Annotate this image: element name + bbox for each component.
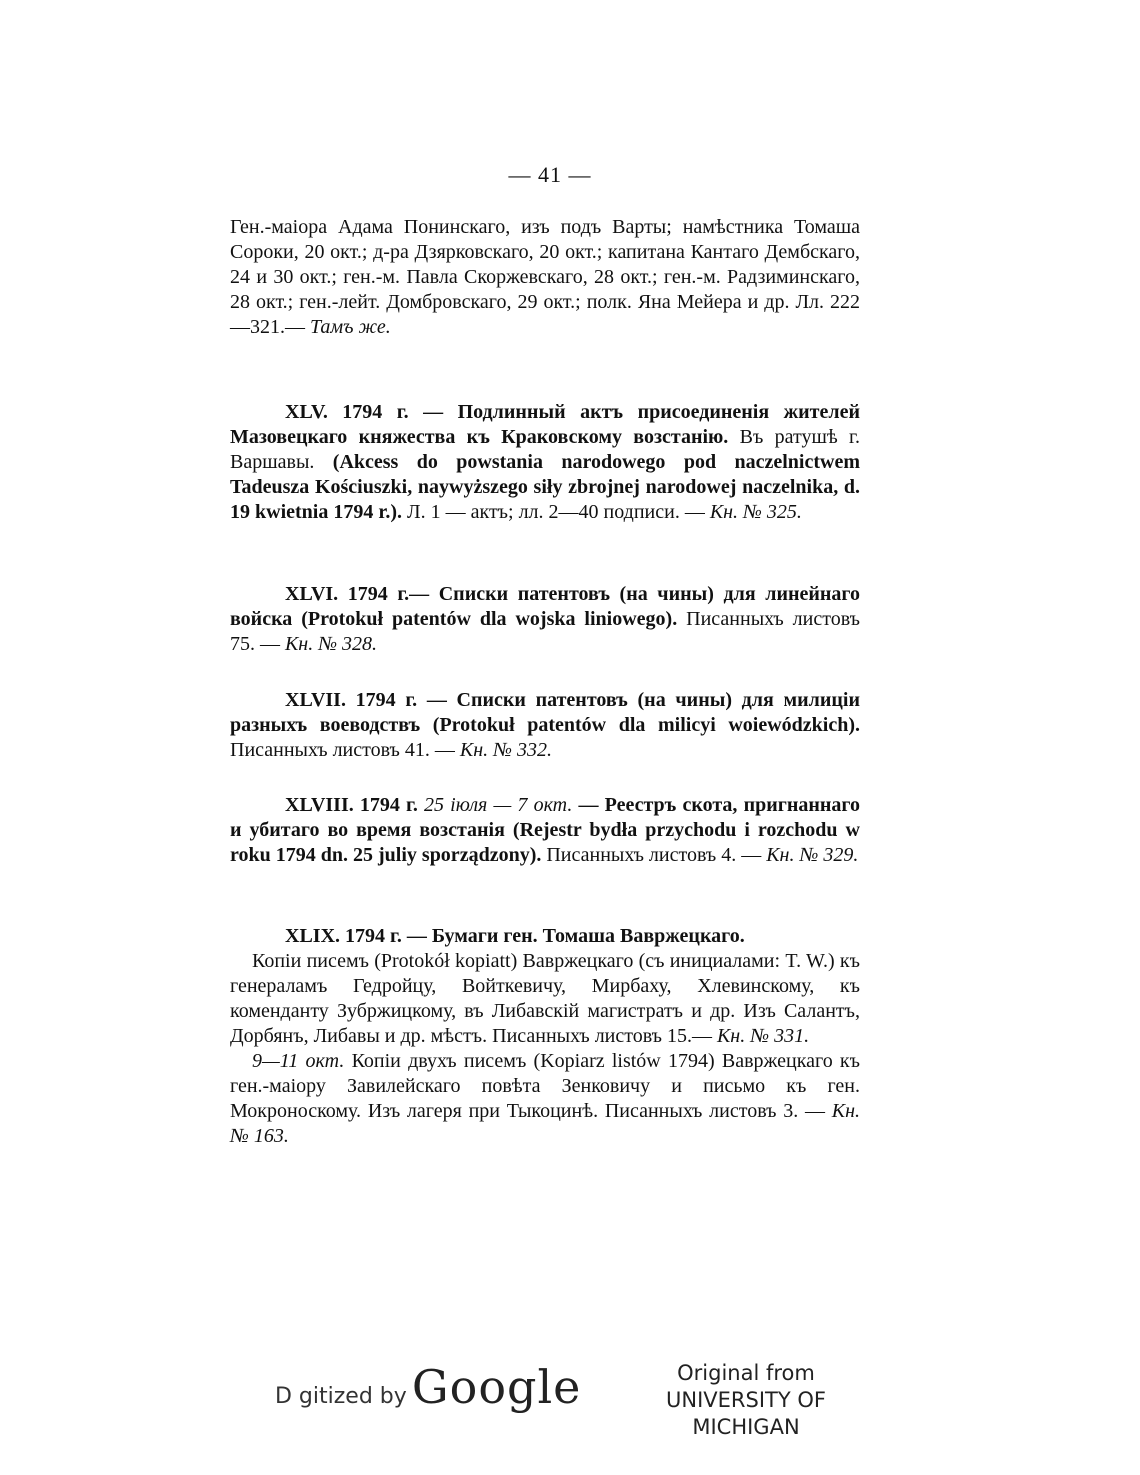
entry-xlviii — [230, 793, 860, 868]
entry-ref: Кн. № 325. — [709, 501, 802, 523]
entry-heading-cont: — Реестръ скота, пригнаннаго и убитаго во время возстанія (Rejestr bydła przychodu i rozchodu w roku 1794 dn. 25 juliy sporządzony). — [230, 794, 860, 866]
entry-date: 25 іюля — 7 окт. — [417, 794, 579, 816]
entry-heading: XLVII. 1794 г. — Списки патентовъ (на чины) для милиціи разныхъ воеводствъ (Protokuł patentów dla milicyi woiewódzkich). — [230, 689, 860, 736]
intro-ref: Тамъ же. — [310, 316, 391, 338]
entry-xlix — [230, 924, 860, 1149]
intro-text: Ген.-маiора Адама Понинскаго, изъ подъ Варты; намѣстника Томаша Сороки, 20 окт.; д-ра Дзярковскаго, 20 окт.; капитана Кантаго Дембскаго, 24 и 30 окт.; ген.-м. Павла Скоржевскаго, 28 окт.; ген.-м. Радзиминскаго, 28 окт.; ген.-лейт. Домбровскаго, 29 окт.; полк. Яна Мейера и др. Лл. 222—321.— — [230, 216, 860, 338]
entry-heading: XLV. 1794 г. — Подлинный актъ присоединенія жителей Мазовецкаго княжества къ Краковскому возстанію. — [230, 401, 860, 448]
entry-polish-title: (Akcess do powstania narodowego pod naczelnictwem Tadeusza Kościuszki, naywyższego siły zbrojnej narodowej naczelnika, d. 19 kwietnia 1794 r.). — [230, 451, 860, 523]
entry-date: 9—11 окт. — [252, 1050, 345, 1072]
page-number: — 41 — — [508, 162, 592, 187]
entry-text: Писанныхъ листовъ 75. — — [230, 608, 860, 655]
entry-text: Въ ратушѣ г. Варшавы. — [230, 426, 860, 473]
digitized-by-google-watermark — [275, 1360, 581, 1414]
entry-xlvi — [230, 582, 860, 657]
entry-heading: XLVIII. 1794 г. — [285, 794, 418, 816]
intro-paragraph — [230, 215, 860, 340]
entry-ref: Кн. № 332. — [459, 739, 552, 761]
entry-xlv — [230, 400, 860, 525]
digitized-label: D gitized by — [275, 1384, 407, 1409]
entry-text: Л. 1 — актъ; лл. 2—40 подписи. — — [402, 501, 710, 523]
entry-text: Писанныхъ листовъ 4. — — [541, 844, 767, 866]
google-logo: Google — [411, 1360, 582, 1414]
entry-ref: Кн. № 329. — [766, 844, 859, 866]
original-from-watermark — [630, 1360, 862, 1441]
entry-heading: XLIX. 1794 г. — Бумаги ген. Томаша Вавржецкаго. — [285, 925, 745, 947]
entry-text: Писанныхъ листовъ 41. — — [230, 739, 460, 761]
entry-ref: Кн. № 163. — [230, 1100, 860, 1147]
entry-xlvii — [230, 688, 860, 763]
entry-text: Копіи писемъ (Protokół kopiatt) Вавржецкаго (съ инициалами: T. W.) къ генераламъ Гедройцу, Войткевичу, Мирбаху, Хлевинскому, къ коменданту Зубржицкому, въ Либавскій магистратъ и др. Изъ Салантъ, Дорбянъ, Либавы и др. мѣстъ. Писанныхъ листовъ 15.— — [230, 950, 860, 1047]
original-from-label: Original from — [677, 1361, 815, 1385]
university-label: UNIVERSITY OF MICHIGAN — [666, 1388, 826, 1439]
entry-text: Копіи двухъ писемъ (Kopiarz listów 1794) Вавржецкаго къ ген.-маiору Завилейскаго повѣта Зенковичу и письмо къ ген. Мокроноскому. Изъ лагеря при Тыкоцинѣ. Писанныхъ листовъ 3. — — [230, 1050, 860, 1122]
entry-ref: Кн. № 328. — [285, 633, 378, 655]
entry-heading: XLVI. 1794 г.— Списки патентовъ (на чины) для линейнаго войска (Protokuł patentów dla wojska liniowego). — [230, 583, 860, 630]
entry-ref: Кн. № 331. — [717, 1025, 810, 1047]
